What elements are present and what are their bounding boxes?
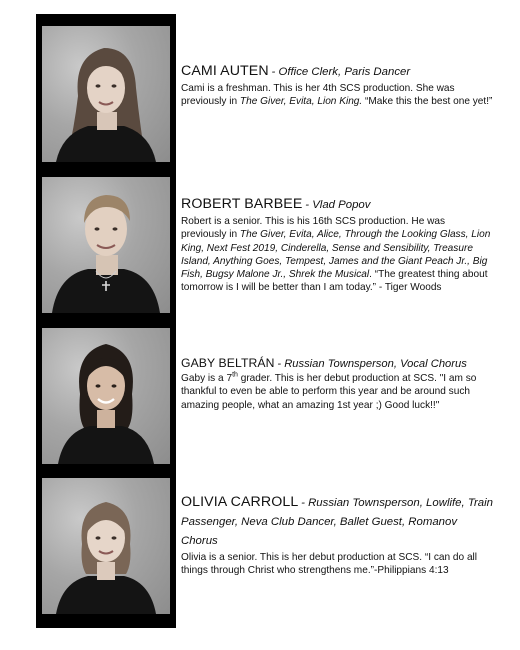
cast-heading <box>181 493 493 551</box>
bio-text-part: Cami is a freshman. This is her 4th SCS production. She was previously in <box>181 83 455 108</box>
cast-heading <box>181 195 493 215</box>
bio-quote: . “The greatest thing about tomorrow is I will be better than I am today.” - Tiger Woods <box>181 269 488 294</box>
bio-credits-italic: The Giver, Evita, Lion King. <box>239 96 363 108</box>
bio-text-part: Gaby is a 7 <box>181 373 233 384</box>
bio-quote: “Make this the best one yet!” <box>362 96 493 108</box>
cast-name: OLIVIA CARROLL <box>181 494 299 510</box>
cast-bio-text <box>181 551 493 578</box>
cast-name: CAMI AUTEN <box>181 63 269 79</box>
cast-bio-text <box>181 215 493 295</box>
cast-bio-text <box>181 372 493 412</box>
cast-bio-robert <box>181 195 493 295</box>
headshot-photo-olivia <box>42 478 170 614</box>
bio-credits-italic: The Giver, Evita, Alice, Through the Looking Glass, Lion King, Next Fest 2019, Cinderella, Sense and Sensibility, Treasure Island, Anything Goes, Tempest, James and the Giant Peach Jr., Big Fish, Bugsy Malone Jr., Shrek the Musical <box>181 229 491 281</box>
ordinal-superscript: th <box>232 371 238 379</box>
cast-role: - Russian Townsperson, Lowlife, Train Passenger, Neva Club Dancer, Ballet Guest, Romanov Chorus <box>181 497 493 547</box>
headshot-photo-gaby <box>42 328 170 464</box>
cast-bio-olivia <box>181 493 493 578</box>
cast-bio-gaby <box>181 356 493 412</box>
cast-name: ROBERT BARBEE <box>181 196 303 212</box>
cast-name: GABY BELTRÁN <box>181 356 275 370</box>
cast-role: - Office Clerk, Paris Dancer <box>271 66 411 78</box>
cast-heading <box>181 62 493 82</box>
cast-bio-text <box>181 82 493 109</box>
cast-role: - Vlad Popov <box>305 199 371 211</box>
bio-text-part: Olivia is a senior. This is her debut production at SCS. “I can do all things through Christ who strengthens me.”-Philippians 4:13 <box>181 552 478 577</box>
headshot-photo-robert <box>42 177 170 313</box>
cast-role: - Russian Townsperson, Vocal Chorus <box>277 358 467 370</box>
bio-quote: grader. This is her debut production at SCS. "I am so thankful to even be able to perform this year and be around such amazing people, what an amazing 1st year ;) Good luck!!" <box>181 373 477 411</box>
headshot-photo-cami <box>42 26 170 162</box>
bio-text-part: Robert is a senior. This is his 16th SCS production. He was previously in <box>181 216 446 241</box>
cast-bio-cami <box>181 62 493 109</box>
cast-heading <box>181 356 493 372</box>
